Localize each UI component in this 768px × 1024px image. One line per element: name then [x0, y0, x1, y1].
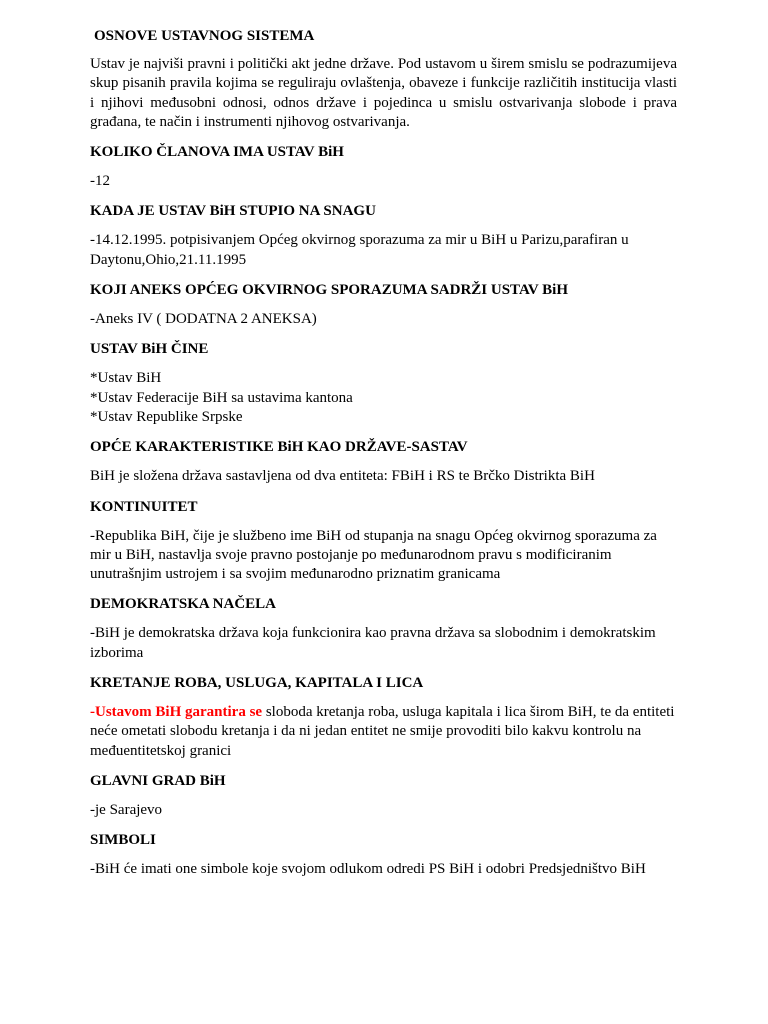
- section-heading: GLAVNI GRAD BiH: [90, 772, 226, 789]
- section-heading: KOLIKO ČLANOVA IMA USTAV BiH: [90, 144, 344, 161]
- section-text: -je Sarajevo: [90, 801, 163, 818]
- section-heading: OPĆE KARAKTERISTIKE BiH KAO DRŽAVE-SASTAV: [90, 439, 468, 456]
- section-text: -Republika BiH, čije je službeno ime BiH od stupanja na snagu Općeg okvirnog sporazuma za mir u BiH, nastavlja svoje pravno postojanje po međunarodnom pravu s modificiranim unutrašnjim ustrojem i sa svojim međunarodno priznatim granicama: [90, 527, 657, 583]
- section-text: -Aneks IV ( DODATNA 2 ANEKSA): [90, 311, 317, 328]
- section-text: sloboda kretanja roba, usluga kapitala i lica širom BiH, te da entiteti neće ometati slobodu kretanja i da ni jedan entitet ne smije provoditi bilo kakvu kontrolu na međuentitetskoj granici: [90, 704, 675, 759]
- section-text: -12: [90, 173, 110, 190]
- highlighted-text: -Ustavom BiH garantira se: [90, 704, 263, 721]
- section-heading: KONTINUITET: [90, 498, 198, 515]
- section-heading: SIMBOLI: [90, 832, 156, 849]
- section-heading: KRETANJE ROBA, USLUGA, KAPITALA I LICA: [90, 675, 424, 692]
- section-heading: USTAV BiH ČINE: [90, 341, 209, 358]
- intro-paragraph: Ustav je najviši pravni i politički akt jedne države. Pod ustavom u širem smislu se podrazumijeva skup pisanih pravila kojima se reguliraju ovlaštenja, obaveze i funkcije različitih institucija vlasti i njihovi međusobni odnosi, odnos države i pojedinca u smislu ostvarivanja slobode i prava građana, te način i instrumenti njihovog ostvarivanja.: [90, 56, 677, 130]
- section-text: -14.12.1995. potpisivanjem Općeg okvirnog sporazuma za mir u BiH u Parizu,parafiran u Daytonu,Ohio,21.11.1995: [90, 232, 629, 268]
- section-heading: DEMOKRATSKA NAČELA: [90, 596, 276, 613]
- document-title: OSNOVE USTAVNOG SISTEMA: [94, 28, 315, 44]
- document-page: [90, 26, 677, 890]
- list-item: *Ustav Republike Srpske: [90, 408, 243, 425]
- section-heading: KOJI ANEKS OPĆEG OKVIRNOG SPORAZUMA SADRŽI USTAV BiH: [90, 282, 569, 299]
- section-text: -BiH će imati one simbole koje svojom odlukom odredi PS BiH i odobri Predsjedništvo BiH: [90, 861, 646, 878]
- section-text: -BiH je demokratska država koja funkcionira kao pravna država sa slobodnim i demokratskim izborima: [90, 625, 656, 661]
- constitution-list: [90, 369, 677, 427]
- list-item: *Ustav Federacije BiH sa ustavima kantona: [90, 389, 353, 406]
- section-text: BiH je složena država sastavljena od dva entiteta: FBiH i RS te Brčko Distrikta BiH: [90, 468, 595, 485]
- list-item: *Ustav BiH: [90, 370, 162, 387]
- section-heading: KADA JE USTAV BiH STUPIO NA SNAGU: [90, 203, 376, 220]
- section-text-with-highlight: [90, 703, 677, 761]
